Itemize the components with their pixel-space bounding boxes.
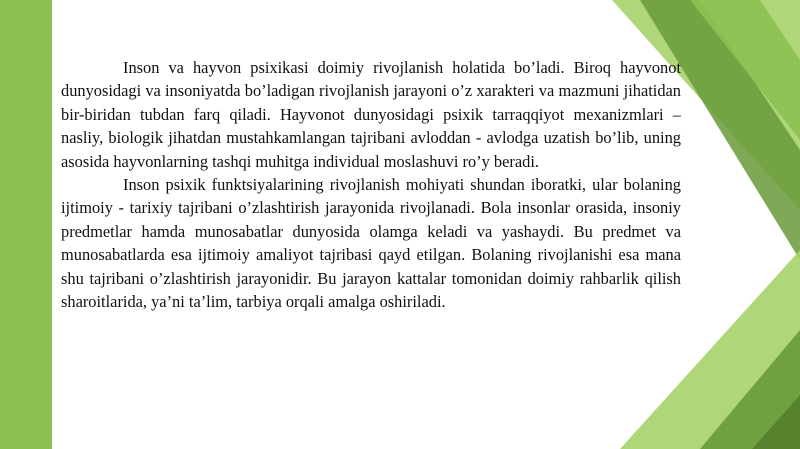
body-text (61, 56, 681, 313)
paragraph-1: Inson va hayvon psixikasi doimiy rivojlanish holatida bo’ladi. Biroq hayvonot dunyosidagi va insoniyatda bo’ladigan rivojlanish jarayoni o’z xarakteri va mazmuni jihatidan bir-biridan tubdan farq qiladi. Hayvonot dunyosidagi psixik tarraqqiyot mexanizmlari – nasliy, biologik jihatdan mustahkamlangan tajribani avloddan - avlodga uzatish bo’lib, uning asosida hayvonlarning tashqi muhitga individual moslashuvi ro’y beradi. (61, 58, 681, 171)
paragraph-2: Inson psixik funktsiyalarining rivojlanish mohiyati shundan iboratki, ular bolaning ijtimoiy - tarixiy tajribani o’zlashtirish jarayonida rivojlanadi. Bola insonlar orasida, insoniy predmetlar hamda munosabatlar dunyosida olamga keladi va yashaydi. Bu predmet va munosabatlarda esa ijtimoiy amaliyot tajribasi qayd etilgan. Bolaning rivojlanishi esa mana shu tajribani o’zlashtirish jarayonidir. Bu jarayon kattalar tomonidan doimiy rahbarlik qilish sharoitlarida, ya’ni ta’lim, tarbiya orqali amalga oshiriladi. (61, 175, 681, 312)
